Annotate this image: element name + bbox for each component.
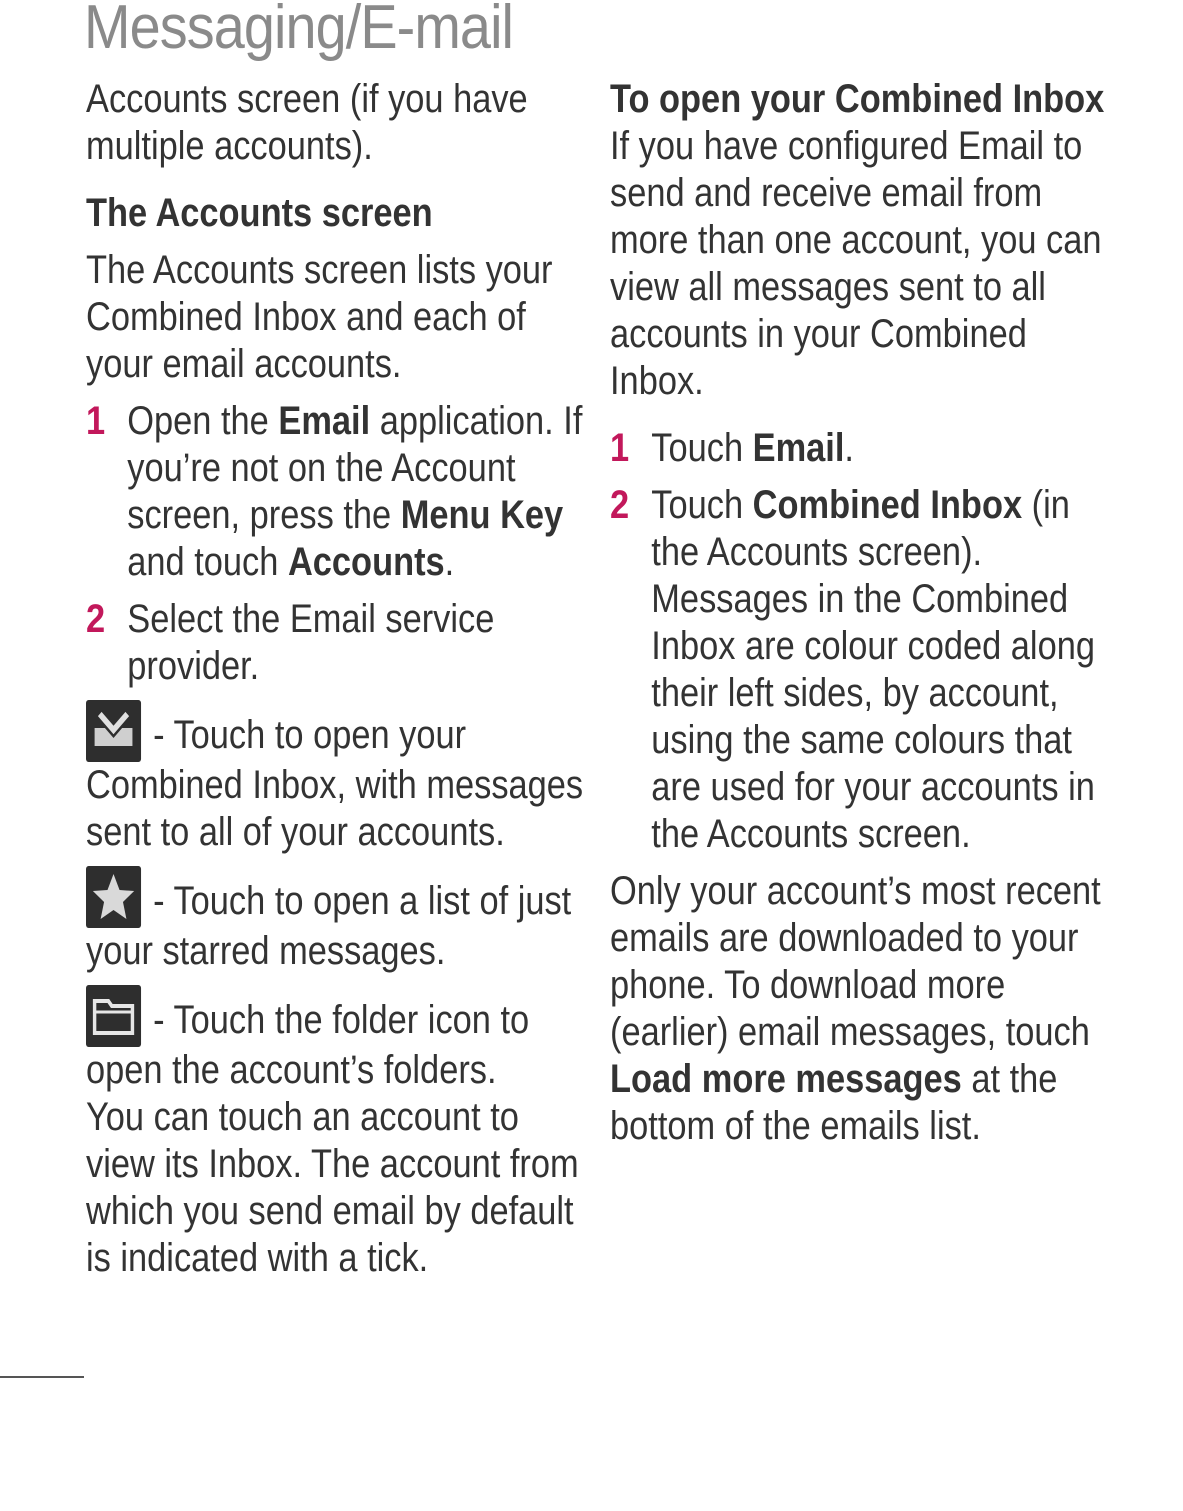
step-number: 1 [610, 426, 630, 470]
combined-inbox-icon [86, 700, 141, 762]
right-step-2 [610, 482, 1109, 858]
step-text: Open the [127, 399, 279, 443]
step-number: 1 [86, 399, 106, 443]
step-2 [86, 596, 585, 690]
right-column [610, 76, 1110, 1150]
accounts-screen-paragraph: The Accounts screen lists your Combined Inbox and each of your email accounts. [86, 248, 553, 386]
step-number: 2 [610, 483, 630, 527]
step-text: Touch [651, 483, 753, 527]
left-column [86, 76, 586, 1282]
email-label: Email [752, 426, 845, 470]
combined-inbox-heading: To open your Combined Inbox [610, 77, 1105, 121]
footer-rule [0, 1376, 84, 1378]
download-text: Only your account’s most recent emails are downloaded to your phone. To download more (earlier) email messages, touch [610, 869, 1101, 1054]
star-icon [86, 866, 141, 928]
load-more-messages-label: Load more messages [610, 1057, 962, 1101]
step-text: . [844, 426, 854, 470]
right-step-1 [610, 425, 1109, 472]
combined-inbox-paragraph: If you have configured Email to send and receive email from more than one account, you can view all messages sent to all accounts in your Combined Inbox. [610, 124, 1102, 403]
starred-description: - Touch to open a list of just your starred messages. [86, 879, 572, 973]
step-text: (in the Accounts screen). Messages in the Combined Inbox are colour coded along their left sides, by account, using the same colours that are used for your accounts in the Accounts screen. [651, 483, 1095, 856]
accounts-screen-heading: The Accounts screen [86, 191, 433, 235]
accounts-label: Accounts [287, 540, 445, 584]
page-title: Messaging/E-mail [84, 0, 514, 62]
step-text: Touch [651, 426, 753, 470]
folder-row [86, 985, 585, 1094]
step-1 [86, 398, 585, 586]
folder-icon [86, 985, 141, 1047]
combined-inbox-label: Combined Inbox [752, 483, 1023, 527]
download-paragraph [610, 868, 1109, 1150]
step-text: Select the Email service provider. [127, 597, 495, 688]
starred-row [86, 866, 585, 975]
closing-paragraph: You can touch an account to view its Inbox. The account from which you send email by default is indicated with a tick. [86, 1095, 579, 1280]
combined-inbox-row [86, 700, 585, 856]
folder-description: - Touch the folder icon to open the account’s folders. [86, 998, 530, 1092]
menu-key-label: Menu Key [400, 493, 564, 537]
download-text: at the bottom of the emails list. [610, 1057, 1058, 1148]
combined-inbox-description: - Touch to open your Combined Inbox, with messages sent to all of your accounts. [86, 713, 584, 854]
intro-text: Accounts screen (if you have multiple accounts). [86, 77, 528, 168]
step-number: 2 [86, 597, 106, 641]
step-text: . [444, 540, 455, 584]
step-text: application. If you’re not on the Account screen, press the [127, 399, 583, 537]
email-app-label: Email [278, 399, 371, 443]
step-text: and touch [127, 540, 288, 584]
